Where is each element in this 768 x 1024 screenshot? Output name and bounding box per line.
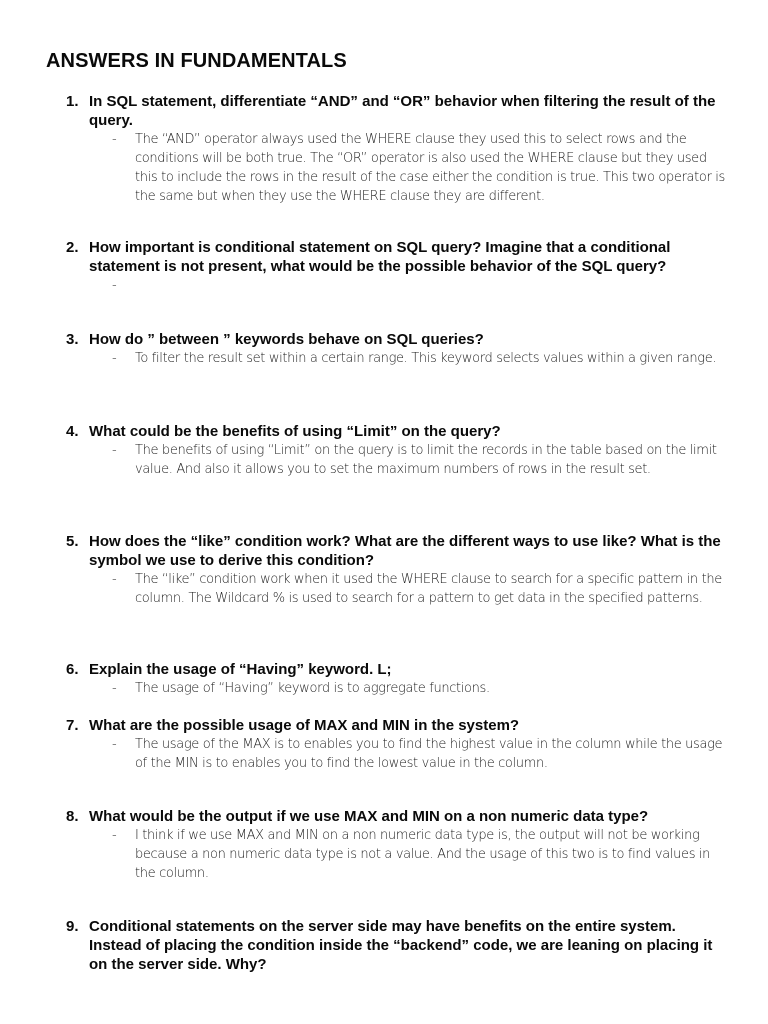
question-item-5 [66, 532, 726, 608]
question-number: 2. [66, 239, 79, 256]
question-text: How does the “like” condition work? What are the different ways to use like? What is the symbol we use to derive this condition? [89, 533, 721, 569]
answer-body: To filter the result set within a certain range. This keyword selects values within a given range. [135, 351, 717, 366]
question-text: Explain the usage of “Having” keyword. L; [89, 661, 392, 678]
question-heading [66, 716, 726, 735]
question-heading [66, 807, 726, 826]
question-text: Conditional statements on the server side may have benefits on the entire system. Instead of placing the condition inside the “backend” code, we are leaning on placing it on the server side. Why? [89, 918, 713, 973]
answer-body: The usage of “Having” keyword is to aggregate functions. [135, 681, 490, 696]
question-item-8 [66, 807, 726, 883]
question-heading [66, 532, 726, 570]
question-number: 8. [66, 808, 79, 825]
question-text: How important is conditional statement on SQL query? Imagine that a conditional statement is not present, what would be the possible behavior of the SQL query? [89, 239, 671, 275]
answer-bullet: - [112, 278, 117, 293]
document-title: ANSWERS IN FUNDAMENTALS [46, 50, 347, 72]
question-text: What are the possible usage of MAX and MIN in the system? [89, 717, 520, 734]
answer-text [112, 735, 727, 773]
answer-text [112, 826, 727, 883]
question-heading [66, 92, 726, 130]
question-item-3 [66, 330, 726, 368]
answer-text [112, 679, 727, 698]
question-item-1 [66, 92, 726, 206]
answer-bullet: - [112, 572, 117, 587]
question-number: 6. [66, 661, 79, 678]
answer-bullet: - [112, 132, 117, 147]
answer-body: The “like” condition work when it used the WHERE clause to search for a specific pattern in the column. The Wildcard % is used to search for a pattern to get data in the specified patterns. [135, 572, 722, 606]
question-number: 3. [66, 331, 79, 348]
answer-text [112, 570, 727, 608]
answer-bullet: - [112, 681, 117, 696]
question-number: 4. [66, 423, 79, 440]
question-item-9 [66, 917, 726, 974]
question-heading [66, 422, 726, 441]
answer-body: The usage of the MAX is to enables you to find the highest value in the column while the usage of the MIN is to enables you to find the lowest value in the column. [135, 737, 723, 771]
question-number: 5. [66, 533, 79, 550]
question-heading [66, 330, 726, 349]
answer-text [112, 349, 727, 368]
question-number: 7. [66, 717, 79, 734]
answer-body: The benefits of using “Limit” on the query is to limit the records in the table based on the limit value. And also it allows you to set the maximum numbers of rows in the result set. [135, 443, 717, 477]
question-item-2 [66, 238, 726, 295]
answer-body: I think if we use MAX and MIN on a non numeric data type is, the output will not be working because a non numeric data type is not a value. And the usage of this two is to find values in the column. [135, 828, 711, 881]
answer-bullet: - [112, 443, 117, 458]
question-item-4 [66, 422, 726, 479]
question-text: What could be the benefits of using “Limit” on the query? [89, 423, 501, 440]
question-heading [66, 660, 726, 679]
question-heading [66, 238, 726, 276]
answer-body: The “AND” operator always used the WHERE clause they used this to select rows and the conditions will be both true. The “OR” operator is also used the WHERE clause but they used this to include the rows in the result of the case either the condition is true. This two operator is the same but when they use the WHERE clause they are different. [135, 132, 725, 204]
question-number: 9. [66, 918, 79, 935]
answer-bullet: - [112, 828, 117, 843]
answer-text [112, 441, 727, 479]
question-number: 1. [66, 93, 79, 110]
question-item-7 [66, 716, 726, 773]
answer-text [112, 130, 727, 206]
question-text: In SQL statement, differentiate “AND” and “OR” behavior when filtering the result of the query. [89, 93, 716, 129]
question-heading [66, 917, 726, 974]
question-item-6 [66, 660, 726, 698]
answer-text [112, 276, 727, 295]
answer-bullet: - [112, 351, 117, 366]
question-text: How do ” between ” keywords behave on SQL queries? [89, 331, 484, 348]
question-text: What would be the output if we use MAX and MIN on a non numeric data type? [89, 808, 649, 825]
answer-bullet: - [112, 737, 117, 752]
